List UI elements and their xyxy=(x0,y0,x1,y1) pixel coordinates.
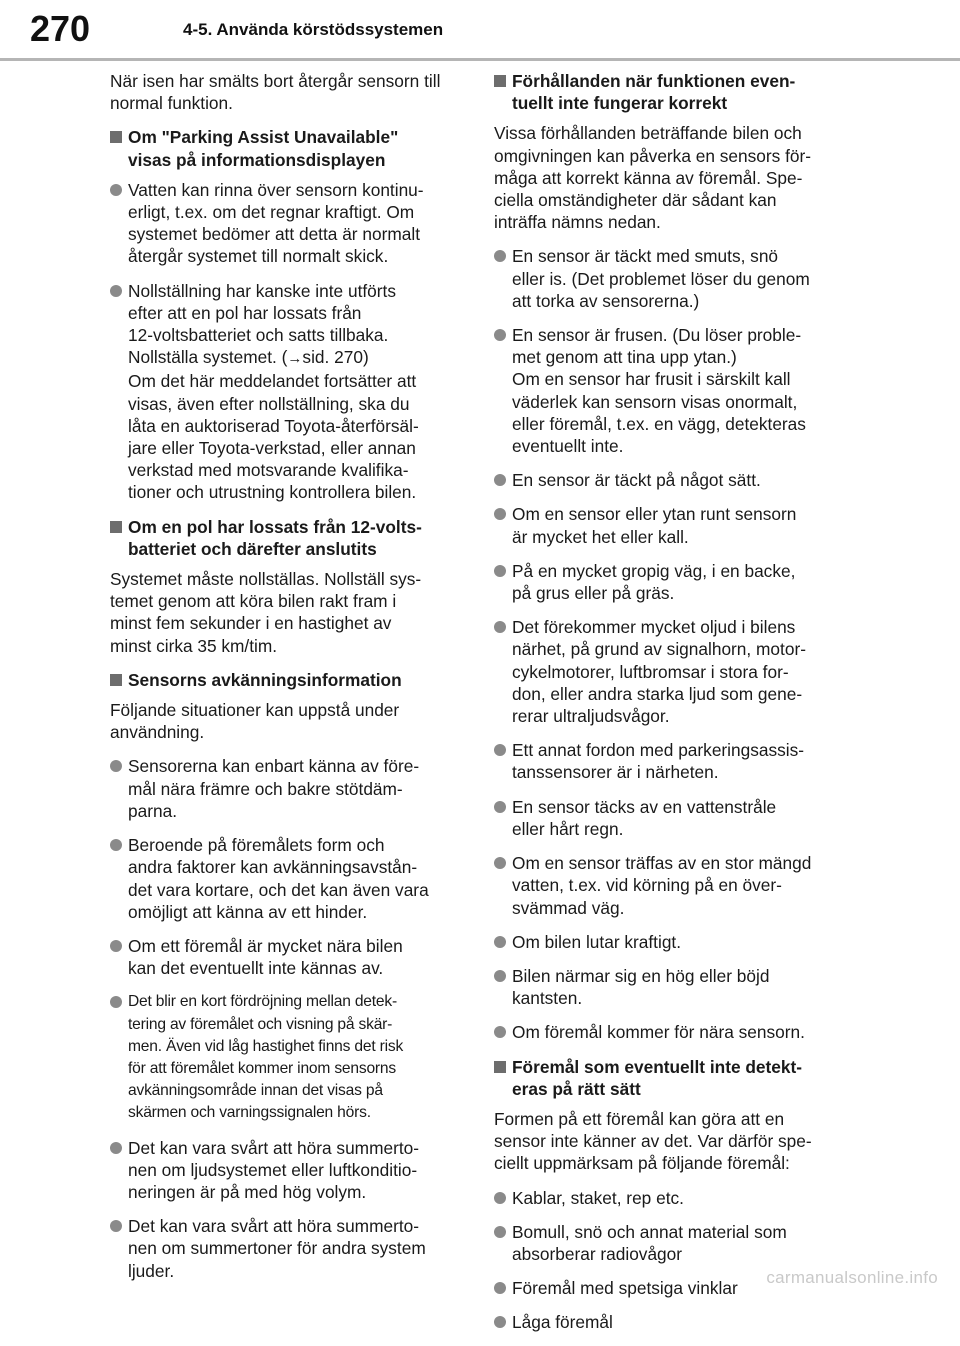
list-item xyxy=(110,991,465,1124)
text-line: Om en sensor eller ytan runt sensorn xyxy=(512,504,797,525)
list-item xyxy=(494,616,849,727)
square-bullet-icon xyxy=(494,1061,506,1073)
heading-line: batteriet och därefter anslutits xyxy=(128,538,377,559)
round-bullet-icon xyxy=(110,285,122,297)
text-line xyxy=(128,346,465,370)
text-line: Följande situationer kan uppstå under xyxy=(110,700,400,721)
text-line: temet genom att köra bilen rakt fram i xyxy=(110,591,397,612)
round-bullet-icon xyxy=(110,940,122,952)
round-bullet-icon xyxy=(494,621,506,633)
page-header xyxy=(0,0,960,62)
text-line: Låga föremål xyxy=(512,1312,613,1333)
intro-paragraph xyxy=(110,70,465,114)
heading-line: eras på rätt sätt xyxy=(512,1078,641,1099)
text-line: Det förekommer mycket oljud i bilens xyxy=(512,617,796,638)
text-line: Vatten kan rinna över sensorn kontinu- xyxy=(128,179,424,200)
text-line: Det kan vara svårt att höra summerto- xyxy=(128,1137,420,1158)
list-item xyxy=(494,796,849,840)
text-line: återgår systemet till normalt skick. xyxy=(128,246,389,267)
text-line: systemet bedömer att detta är normalt xyxy=(128,224,420,245)
text-line: efter att en pol har lossats från xyxy=(128,302,362,323)
text-line: Föremål med spetsiga vinklar xyxy=(512,1278,738,1299)
text-line: eller hårt regn. xyxy=(512,818,624,839)
square-bullet-icon xyxy=(110,674,122,686)
list-item xyxy=(494,324,849,457)
text-line: parna. xyxy=(128,800,178,821)
round-bullet-icon xyxy=(494,1282,506,1294)
round-bullet-icon xyxy=(494,1316,506,1328)
text-line: andra faktorer kan avkänningsavstån- xyxy=(128,857,418,878)
round-bullet-icon xyxy=(494,744,506,756)
header-rule xyxy=(0,58,960,61)
text-line: När isen har smälts bort återgår sensorn xyxy=(110,71,420,91)
text-line: låta en auktoriserad Toyota-återförsäl- xyxy=(128,415,419,436)
round-bullet-icon xyxy=(494,1026,506,1038)
text-line: Beroende på föremålets form och xyxy=(128,835,385,856)
text-line: för att föremålet kommer inom sensorns xyxy=(128,1059,396,1077)
square-bullet-icon xyxy=(494,75,506,87)
page-number: 270 xyxy=(30,8,91,49)
arrow-right-icon: → xyxy=(287,350,303,368)
text-line: visas, även efter nollställning, ska du xyxy=(128,393,410,414)
text-line: tering av föremålet och visning på skär- xyxy=(128,1015,393,1033)
list-item xyxy=(494,965,849,1009)
text-line: Systemet måste nollställas. Nollställ sys- xyxy=(110,569,422,590)
list-item xyxy=(110,755,465,822)
list-item xyxy=(494,852,849,919)
paragraph xyxy=(494,1108,849,1175)
heading-sensor-detection-info xyxy=(110,669,465,691)
list-item xyxy=(494,931,849,953)
heading-line: tuellt inte fungerar korrekt xyxy=(512,93,728,114)
text-line: det vara kortare, och det kan även vara xyxy=(128,879,429,900)
text-line: på grus eller på gräs. xyxy=(512,583,675,604)
heading-line: visas på informationsdisplayen xyxy=(128,149,386,170)
text-line: skärmen och varningssignalen hörs. xyxy=(128,1104,371,1122)
paragraph xyxy=(110,699,465,743)
round-bullet-icon xyxy=(110,1142,122,1154)
round-bullet-icon xyxy=(494,1226,506,1238)
square-bullet-icon xyxy=(110,521,122,533)
list-item xyxy=(494,245,849,312)
list-item xyxy=(110,1137,465,1204)
text-line: avkänningsområde innan det visas på xyxy=(128,1082,383,1100)
text-line: måga att korrekt känna av föremål. Spe- xyxy=(494,167,803,188)
text-fragment: Nollställa systemet. ( xyxy=(128,347,288,368)
round-bullet-icon xyxy=(494,329,506,341)
text-line: nen om summertoner för andra system xyxy=(128,1238,426,1259)
text-line: Om det här meddelandet fortsätter att xyxy=(128,371,417,392)
list-item xyxy=(494,1021,849,1043)
text-line: Vissa förhållanden beträffande bilen och xyxy=(494,123,802,144)
paragraph xyxy=(110,568,465,657)
list-item xyxy=(494,503,849,547)
heading-line: Om "Parking Assist Unavailable" xyxy=(128,127,399,148)
heading-battery-reconnected xyxy=(110,516,465,560)
heading-objects-not-detected xyxy=(494,1056,849,1100)
round-bullet-icon xyxy=(494,970,506,982)
text-line: användning. xyxy=(110,722,205,743)
text-line: 12-voltsbatteriet och satts tillbaka. xyxy=(128,325,389,346)
text-line: kan det eventuellt inte kännas av. xyxy=(128,958,384,979)
text-line: men. Även vid låg hastighet finns det risk xyxy=(128,1037,404,1055)
round-bullet-icon xyxy=(110,184,122,196)
round-bullet-icon xyxy=(494,565,506,577)
right-column xyxy=(494,70,849,1346)
text-line: Det kan vara svårt att höra summerto- xyxy=(128,1216,420,1237)
text-line: är mycket het eller kall. xyxy=(512,526,689,547)
list-item xyxy=(110,179,465,268)
text-line: tanssensorer är i närheten. xyxy=(512,762,719,783)
round-bullet-icon xyxy=(494,857,506,869)
list-item xyxy=(110,834,465,923)
round-bullet-icon xyxy=(494,801,506,813)
text-line: ciellt uppmärksam på följande föremål: xyxy=(494,1153,790,1174)
list-item xyxy=(494,1311,849,1333)
text-line: närhet, på grund av signalhorn, motor- xyxy=(512,639,806,660)
round-bullet-icon xyxy=(494,250,506,262)
text-line: verkstad med motsvarande kvalifika- xyxy=(128,460,409,481)
text-line: eller is. (Det problemet löser du genom xyxy=(512,268,810,289)
text-line: Om en sensor träffas av en stor mängd xyxy=(512,853,812,874)
text-line: På en mycket gropig väg, i en backe, xyxy=(512,560,796,581)
text-line: Nollställning har kanske inte utförts xyxy=(128,280,396,301)
round-bullet-icon xyxy=(494,936,506,948)
text-line: vatten, t.ex. vid körning på en över- xyxy=(512,875,782,896)
text-line: minst cirka 35 km/tim. xyxy=(110,635,278,656)
text-line: don, eller andra starka ljud som gene- xyxy=(512,683,803,704)
text-line: Formen på ett föremål kan göra att en xyxy=(494,1108,785,1129)
text-line: sensor inte känner av det. Var därför spe- xyxy=(494,1131,812,1152)
left-column xyxy=(110,70,465,1294)
text-line: neringen är på med hög volym. xyxy=(128,1181,367,1202)
list-item xyxy=(494,1187,849,1209)
heading-parking-assist-unavailable xyxy=(110,126,465,170)
text-line: tioner och utrustning kontrollera bilen. xyxy=(128,482,417,503)
text-line: till normal funktion. xyxy=(110,71,441,114)
text-line: eventuellt inte. xyxy=(512,436,624,457)
text-line: Om föremål kommer för nära sensorn. xyxy=(512,1022,805,1043)
text-line: mål nära främre och bakre stötdäm- xyxy=(128,778,403,799)
text-line: absorberar radiovågor xyxy=(512,1243,683,1264)
list-item xyxy=(494,560,849,604)
round-bullet-icon xyxy=(494,508,506,520)
text-line: cykelmotorer, luftbromsar i stora for- xyxy=(512,661,789,682)
list-item xyxy=(494,1221,849,1265)
list-item xyxy=(110,280,465,504)
text-line: En sensor är frusen. (Du löser proble- xyxy=(512,325,802,346)
text-line: Kablar, staket, rep etc. xyxy=(512,1187,684,1208)
watermark-text[interactable]: carmanualsonline.info xyxy=(766,1268,938,1287)
round-bullet-icon xyxy=(110,1220,122,1232)
text-line: väderlek kan sensorn visas onormalt, xyxy=(512,391,798,412)
section-title: 4-5. Använda körstödssystemen xyxy=(183,20,444,39)
text-line: nen om ljudsystemet eller luftkonditio- xyxy=(128,1159,418,1180)
round-bullet-icon xyxy=(494,474,506,486)
text-line: Om en sensor har frusit i särskilt kall xyxy=(512,369,791,390)
list-item xyxy=(110,1215,465,1282)
text-line: jare eller Toyota-verkstad, eller annan xyxy=(128,438,416,459)
text-line: eller föremål, t.ex. en vägg, detekteras xyxy=(512,413,806,434)
round-bullet-icon xyxy=(110,760,122,772)
text-line: Sensorerna kan enbart känna av före- xyxy=(128,756,420,777)
text-line: ciella omständigheter där sådant kan xyxy=(494,190,777,211)
text-line: En sensor är täckt på något sätt. xyxy=(512,470,761,491)
text-line: svämmad väg. xyxy=(512,897,625,918)
heading-line: Om en pol har lossats från 12-volts- xyxy=(128,516,422,537)
text-line: omgivningen kan påverka en sensors för- xyxy=(494,145,811,166)
list-item xyxy=(110,935,465,979)
text-line: Om ett föremål är mycket nära bilen xyxy=(128,935,403,956)
text-line: ljuder. xyxy=(128,1260,175,1281)
text-line: inträffa nämns nedan. xyxy=(494,212,661,233)
text-line: Bomull, snö och annat material som xyxy=(512,1221,787,1242)
round-bullet-icon xyxy=(494,1192,506,1204)
text-line: met genom att tina upp ytan.) xyxy=(512,347,737,368)
paragraph xyxy=(494,122,849,233)
heading-conditions-malfunction xyxy=(494,70,849,114)
heading-line: Föremål som eventuellt inte detekt- xyxy=(512,1056,803,1077)
text-line: rerar ultraljudsvågor. xyxy=(512,706,670,727)
page-reference-link[interactable]: sid. 270) xyxy=(302,347,369,368)
square-bullet-icon xyxy=(110,131,122,143)
round-bullet-icon xyxy=(110,839,122,851)
text-line: att torka av sensorerna.) xyxy=(512,290,700,311)
text-line: omöjligt att känna av ett hinder. xyxy=(128,901,368,922)
text-line: Det blir en kort fördröjning mellan detek- xyxy=(128,993,397,1011)
round-bullet-icon xyxy=(110,996,122,1008)
text-line: En sensor är täckt med smuts, snö xyxy=(512,246,779,267)
heading-line: Sensorns avkänningsinformation xyxy=(128,669,402,690)
text-line: Om bilen lutar kraftigt. xyxy=(512,931,682,952)
text-line: Bilen närmar sig en hög eller böjd xyxy=(512,965,770,986)
text-line: Ett annat fordon med parkeringsassis- xyxy=(512,740,805,761)
text-line: kantsten. xyxy=(512,988,583,1009)
list-item xyxy=(494,739,849,783)
text-line: erligt, t.ex. om det regnar kraftigt. Om xyxy=(128,202,415,223)
heading-line: Förhållanden när funktionen even- xyxy=(512,71,796,91)
text-line: En sensor täcks av en vattenstråle xyxy=(512,796,777,817)
text-line: minst fem sekunder i en hastighet av xyxy=(110,613,392,634)
list-item xyxy=(494,469,849,491)
